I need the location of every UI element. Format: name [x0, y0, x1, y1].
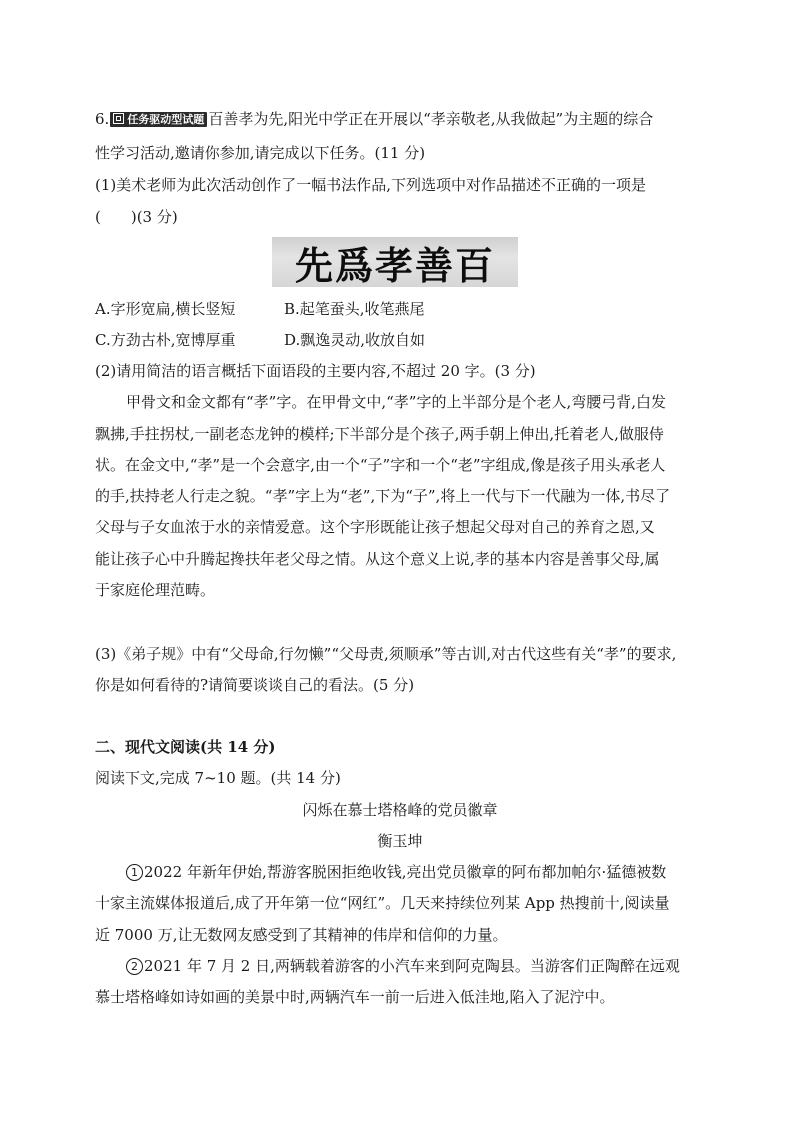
q6-number: 6.	[95, 110, 110, 128]
paragraph-number: 1	[126, 864, 143, 881]
passage-line: 于家庭伦理范畴。	[95, 581, 216, 599]
calligraphy-artwork	[272, 237, 518, 287]
passage-line: 飘拂,手拄拐杖,一副老态龙钟的模样;下半部分是个孩子,两手朝上伸出,托着老人,做服侍	[95, 425, 664, 443]
sub2-prompt: (2)请用简洁的语言概括下面语段的主要内容,不超过 20 字。(3 分)	[95, 362, 536, 380]
option-c: C.方劲古朴,宽博厚重	[95, 331, 236, 349]
section-instruction: 阅读下文,完成 7~10 题。(共 14 分)	[95, 769, 341, 787]
section-heading: 二、现代文阅读(共 14 分)	[95, 738, 276, 756]
sub1-prompt-1: (1)美术老师为此次活动创作了一幅书法作品,下列选项中对作品描述不正确的一项是	[95, 176, 647, 194]
paragraph-1-line	[126, 861, 706, 883]
paragraph-text: 2022 年新年伊始,帮游客脱困拒绝收钱,亮出党员徽章的阿布都加帕尔·猛德被数	[144, 863, 667, 881]
option-b: B.起笔蚕头,收笔燕尾	[284, 300, 425, 318]
passage-line: 状。在金文中,“孝”是一个会意字,由一个“子”字和一个“老”字组成,像是孩子用头承老人	[95, 456, 666, 474]
option-d: D.飘逸灵动,收放自如	[284, 331, 426, 349]
paragraph-1-line: 近 7000 万,让无数网友感受到了其精神的伟岸和信仰的力量。	[95, 926, 508, 944]
article-author: 衡玉坤	[377, 832, 423, 850]
option-a: A.字形宽扁,横长竖短	[95, 300, 236, 318]
paragraph-number: 2	[126, 958, 143, 975]
q6-line-1	[95, 108, 705, 130]
q6-text-1: 百善孝为先,阳光中学正在开展以“孝亲敬老,从我做起”为主题的综合	[208, 110, 654, 128]
task-driven-badge	[110, 112, 207, 127]
q6-line-2: 性学习活动,邀请你参加,请完成以下任务。(11 分)	[95, 144, 426, 162]
badge-label: 任务驱动型试题	[127, 113, 205, 126]
passage-line: 父母与子女血浓于水的亲情爱意。这个字形既能让孩子想起父母对自己的养育之恩,又	[95, 518, 655, 536]
sub1-prompt-2: ( )(3 分)	[95, 208, 178, 226]
passage-line: 能让孩子心中升腾起搀扶年老父母之情。从这个意义上说,孝的基本内容是善事父母,属	[95, 550, 660, 568]
passage-line: 的手,扶持老人行走之貌。“孝”字上为“老”,下为“子”,将上一代与下一代融为一体,书尽了	[95, 487, 671, 505]
paragraph-1-line: 十家主流媒体报道后,成了开年第一位“网红”。几天来持续位列某 App 热搜前十,阅读量	[95, 894, 670, 912]
paragraph-2-line	[126, 955, 706, 977]
passage-line: 甲骨文和金文都有“孝”字。在甲骨文中,“孝”字的上半部分是个老人,弯腰弓背,白发	[126, 393, 666, 411]
article-title: 闪烁在慕士塔格峰的党员徽章	[302, 801, 498, 819]
sub3-prompt-2: 你是如何看待的?请简要谈谈自己的看法。(5 分)	[95, 676, 415, 694]
paragraph-text: 2021 年 7 月 2 日,两辆载着游客的小汽车来到阿克陶县。当游客们正陶醉在远观	[144, 957, 680, 975]
badge-icon	[113, 113, 124, 124]
calligraphy-text: 先爲孝善百	[294, 242, 495, 288]
paragraph-2-line: 慕士塔格峰如诗如画的美景中时,两辆汽车一前一后进入低洼地,陷入了泥泞中。	[95, 988, 615, 1006]
sub3-prompt-1: (3)《弟子规》中有“父母命,行勿懒”“父母责,须顺承”等古训,对古代这些有关“孝”的要求,	[95, 645, 677, 663]
